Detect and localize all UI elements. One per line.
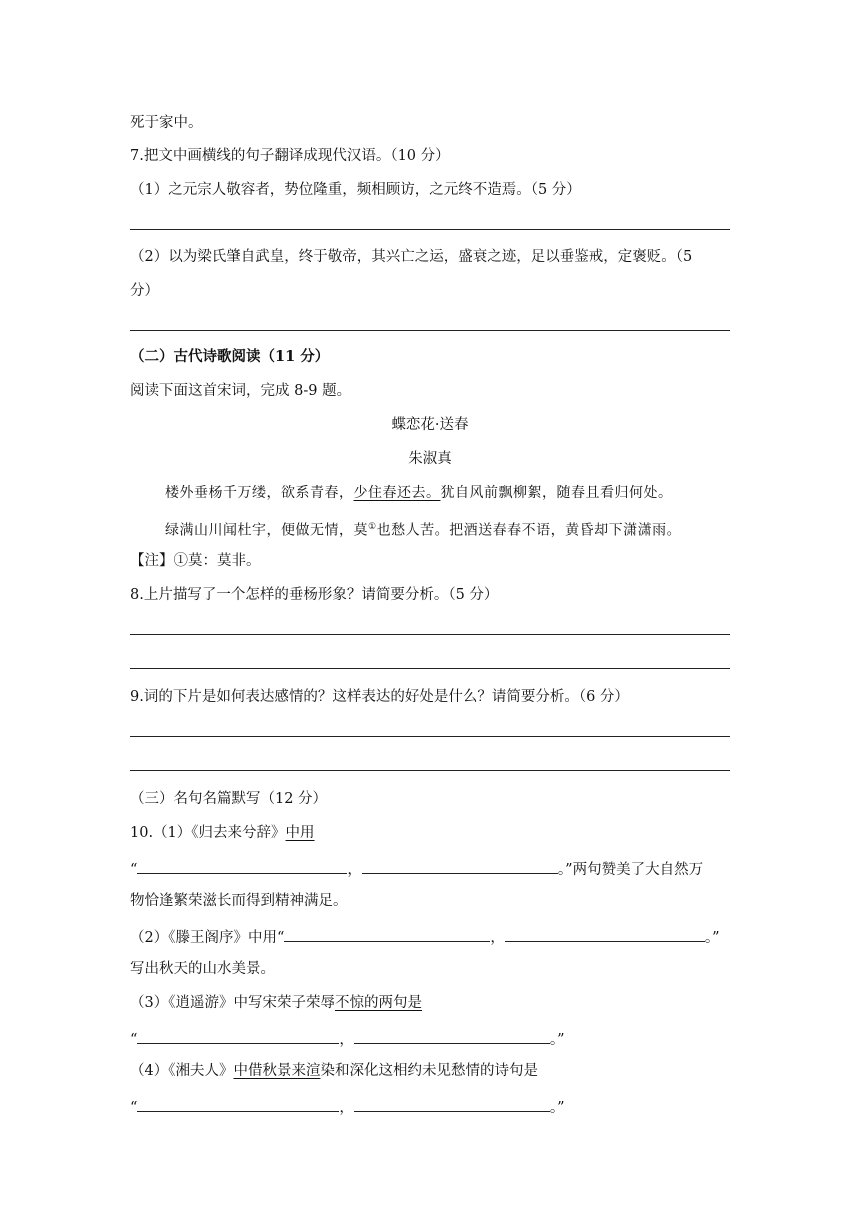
question-10-2 xyxy=(130,925,720,948)
answer-line-8-2[interactable] xyxy=(130,668,730,669)
blank-10-4-b[interactable] xyxy=(354,1095,550,1112)
blank-10-3-a[interactable] xyxy=(137,1027,339,1044)
poem-line-1-underlined: 少住春还去。 xyxy=(353,485,441,501)
question-9: 9.词的下片是如何表达感情的？这样表达的好处是什么？请简要分析。（6 分） xyxy=(130,689,629,705)
question-7-2-cont: 分） xyxy=(130,283,159,299)
comma: ， xyxy=(339,1100,354,1116)
prev-text-line: 死于家中。 xyxy=(130,115,203,131)
close-quote: 。” xyxy=(704,930,720,946)
open-quote: “ xyxy=(130,1100,138,1116)
question-10-1-blanks xyxy=(130,857,703,880)
blank-10-2-a[interactable] xyxy=(284,925,490,942)
poem-line-2-end: 也愁人苦。把酒送春春不语，黄昏却下潇潇雨。 xyxy=(376,522,682,539)
close-quote: 。” xyxy=(549,1100,565,1116)
question-10-1-tail: 物恰逢繁荣滋长而得到精神满足。 xyxy=(130,893,348,909)
answer-line-7-1[interactable] xyxy=(130,229,730,230)
footnote: 【注】①莫：莫非。 xyxy=(130,553,261,569)
question-10-1-lead: 10.（1）《归去来兮辞》 xyxy=(130,825,286,841)
open-quote: “ xyxy=(130,1032,138,1048)
question-7-1: （1）之元宗人敬容者，势位隆重，频相顾访，之元终不造焉。（5 分） xyxy=(130,182,581,198)
section-3-title: （三）名句名篇默写（12 分） xyxy=(130,791,328,807)
comma: ， xyxy=(347,862,362,878)
poem-line-2 xyxy=(165,517,681,541)
poem-line-1-start: 楼外垂杨千万缕，欲系青春， xyxy=(165,485,354,501)
blank-10-2-b[interactable] xyxy=(505,925,705,942)
question-10-1-underlined: 中用 xyxy=(285,825,315,841)
question-7: 7.把文中画横线的句子翻译成现代汉语。（10 分） xyxy=(130,148,450,164)
question-10-4-end: 染和深化这相约未见愁情的诗句是 xyxy=(320,1063,538,1079)
question-10-3-blanks xyxy=(130,1027,565,1050)
poem-line-1-end: 犹自风前飘柳絮，随春且看归何处。 xyxy=(440,485,673,501)
open-quote: “ xyxy=(130,862,138,878)
question-10-4-blanks xyxy=(130,1095,565,1118)
question-10-1 xyxy=(130,823,315,843)
question-10-4-lead: （4）《湘夫人》 xyxy=(130,1063,234,1079)
answer-line-9-1[interactable] xyxy=(130,736,730,737)
question-10-3 xyxy=(130,993,422,1013)
close-quote: 。” xyxy=(549,1032,565,1048)
poem-title: 蝶恋花·送春 xyxy=(391,417,469,433)
answer-line-9-2[interactable] xyxy=(130,770,730,771)
question-10-3-underlined: 不惊的两句是 xyxy=(334,995,422,1011)
answer-line-7-2[interactable] xyxy=(130,330,730,331)
blank-10-1-b[interactable] xyxy=(362,857,558,874)
question-10-1-end: 。”两句赞美了大自然万 xyxy=(557,862,704,878)
comma: ， xyxy=(339,1032,354,1048)
blank-10-3-b[interactable] xyxy=(354,1027,550,1044)
question-10-4 xyxy=(130,1061,538,1081)
question-10-2-lead: （2）《滕王阁序》中用“ xyxy=(130,930,285,946)
poem-line-1 xyxy=(165,483,673,503)
comma: ， xyxy=(490,930,505,946)
question-10-2-tail: 写出秋天的山水美景。 xyxy=(130,961,275,977)
section-2-intro: 阅读下面这首宋词，完成 8-9 题。 xyxy=(130,383,352,399)
poem-line-2-start: 绿满山川闻杜宇，便做无情，莫 xyxy=(165,522,368,539)
blank-10-4-a[interactable] xyxy=(137,1095,339,1112)
question-8: 8.上片描写了一个怎样的垂杨形象？请简要分析。（5 分） xyxy=(130,587,499,603)
footnote-marker: ① xyxy=(368,522,377,532)
answer-line-8-1[interactable] xyxy=(130,634,730,635)
poem-author: 朱淑真 xyxy=(408,451,452,467)
question-7-2: （2）以为梁氏肇自武皇，终于敬帝，其兴亡之运，盛衰之迹，足以垂鉴戒，定褒贬。（5 xyxy=(130,249,693,265)
section-2-title: （二）古代诗歌阅读（11 分） xyxy=(130,348,330,365)
blank-10-1-a[interactable] xyxy=(137,857,347,874)
question-10-4-underlined: 中借秋景来渲 xyxy=(233,1063,321,1079)
question-10-3-lead: （3）《逍遥游》中写宋荣子荣辱 xyxy=(130,995,335,1011)
